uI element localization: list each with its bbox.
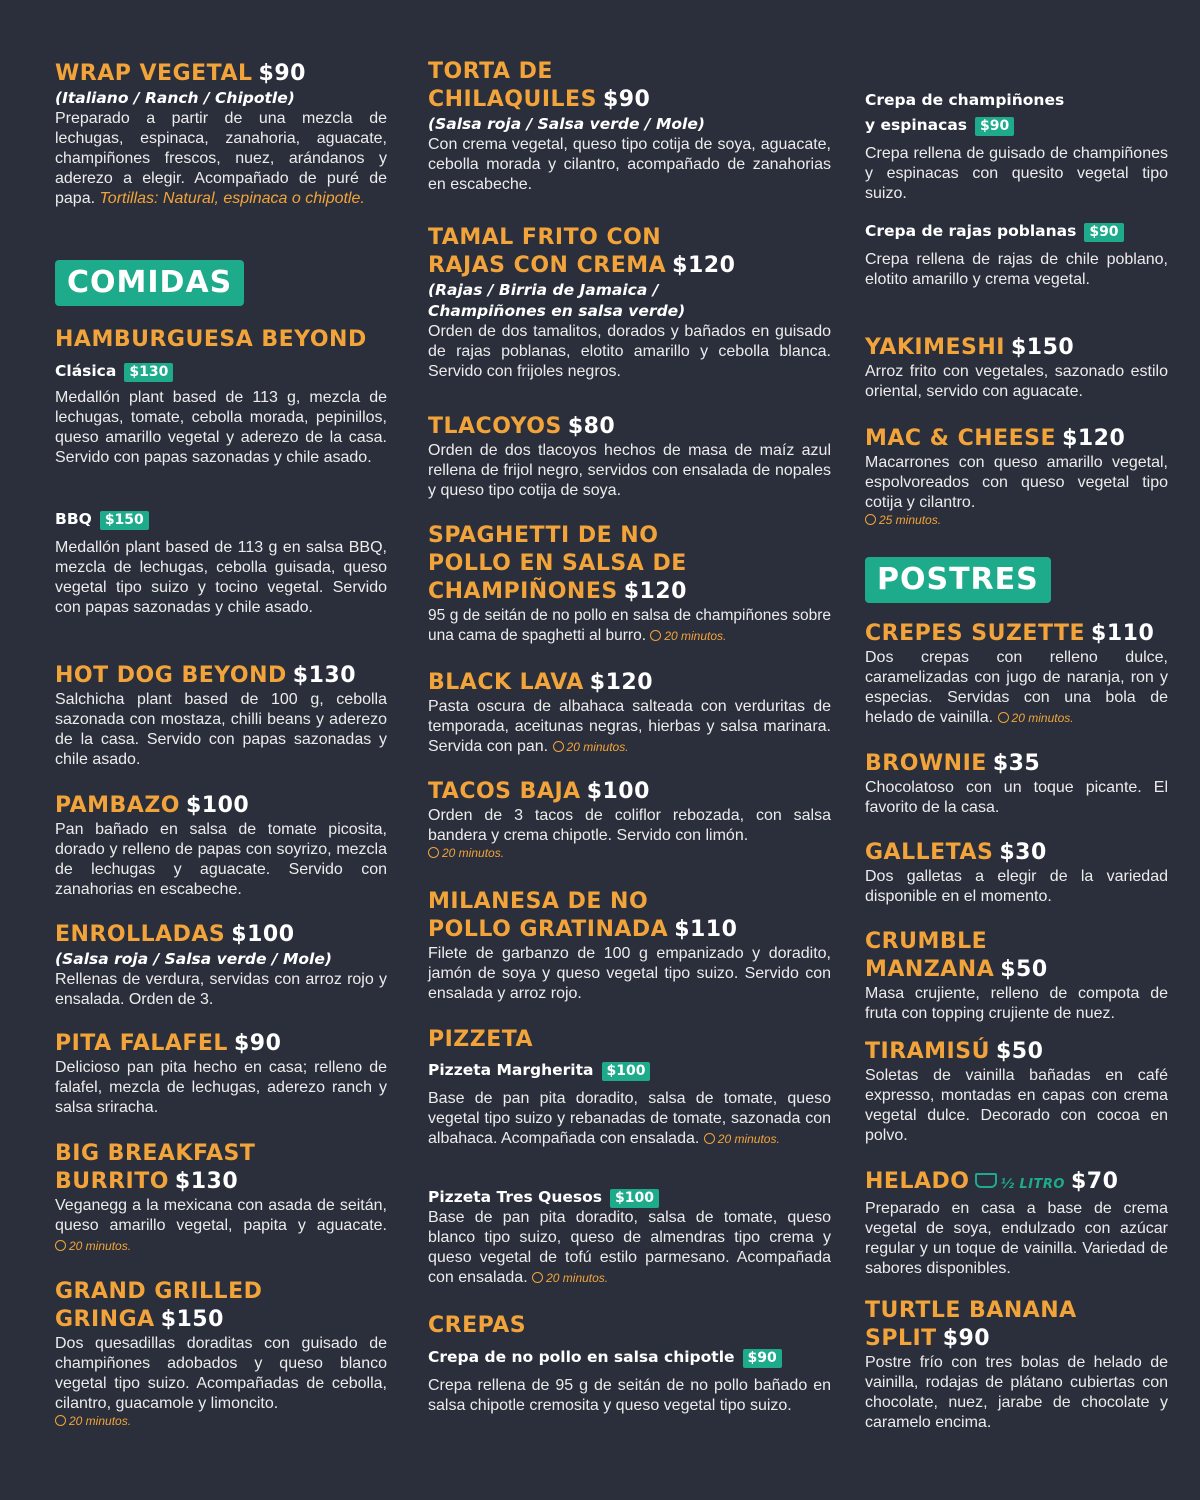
item-price: $130 bbox=[292, 663, 357, 688]
item-brownie bbox=[865, 750, 1168, 818]
item-name-line2: SPLIT bbox=[865, 1326, 937, 1351]
item-hamburguesa-bbq bbox=[55, 508, 387, 618]
item-desc: Orden de 3 tacos de coliflor rebozada, con salsa bandera y crema chipotle. Servido con limón. bbox=[428, 807, 831, 844]
item-options-line1: (Rajas / Birria de Jamaica / bbox=[428, 281, 659, 299]
item-spaghetti bbox=[428, 522, 831, 646]
prep-time: 20 minutos. bbox=[55, 1239, 131, 1253]
item-name-line1: TAMAL FRITO CON bbox=[428, 225, 662, 250]
item-crepas bbox=[428, 1312, 831, 1416]
prep-time: 20 minutos. bbox=[650, 629, 726, 643]
price-badge: $90 bbox=[743, 1349, 782, 1368]
item-desc: Veganegg a la mexicana con asada de seitán, queso amarillo vegetal, papita y aguacate. bbox=[55, 1197, 387, 1234]
item-name: CREPES SUZETTE bbox=[865, 621, 1086, 646]
item-options: (Salsa roja / Salsa verde / Mole) bbox=[55, 950, 332, 968]
item-crepa-champinones bbox=[865, 89, 1168, 204]
item-hot-dog bbox=[55, 662, 387, 770]
item-name-line2: POLLO EN SALSA DE bbox=[428, 551, 687, 576]
item-name: MAC & CHEESE bbox=[865, 426, 1057, 451]
cup-icon bbox=[975, 1173, 997, 1188]
item-desc: Pasta oscura de albahaca salteada con verduritas de temporada, aceitunas negras, hierbas y salsa marinara. Servida con pan. bbox=[428, 698, 831, 755]
item-enrolladas bbox=[55, 921, 387, 1010]
item-pizzeta-tres-quesos bbox=[428, 1186, 831, 1288]
item-torta-chilaquiles bbox=[428, 58, 831, 195]
prep-time: 20 minutos. bbox=[704, 1132, 780, 1146]
item-tiramisu bbox=[865, 1038, 1168, 1146]
clock-icon bbox=[998, 712, 1009, 723]
variant-name: Crepa de no pollo en salsa chipotle bbox=[428, 1348, 735, 1366]
item-desc: Crepa rellena de guisado de champiñones y espinacas con quesito vegetal tipo suizo. bbox=[865, 145, 1168, 202]
item-price: $90 bbox=[602, 87, 651, 112]
item-name: TACOS BAJA bbox=[428, 779, 581, 804]
item-name: PIZZETA bbox=[428, 1027, 534, 1052]
item-desc: Crepa rellena de rajas de chile poblano, elotito amarillo y crema vegetal. bbox=[865, 251, 1168, 288]
item-desc: Medallón plant based de 113 g en salsa BBQ, mezcla de lechugas, cebolla guisada, queso vegetal tipo suizo y tocino vegetal. Servido con papas sazonadas y chile asado. bbox=[55, 539, 387, 616]
variant-name: Clásica bbox=[55, 362, 117, 380]
item-pambazo bbox=[55, 792, 387, 900]
variant-name-line2: y espinacas bbox=[865, 116, 968, 134]
price-badge: $90 bbox=[975, 117, 1014, 136]
variant-name: Pizzeta Tres Quesos bbox=[428, 1188, 602, 1206]
item-desc: Filete de garbanzo de 100 g empanizado y doradito, jamón de soya y queso vegetal tipo suizo. Servido con ensalada y arroz rojo. bbox=[428, 945, 831, 1002]
item-desc: Preparado a partir de una mezcla de lechugas, espinaca, zanahoria, aguacate, champiñones frescos, nuez, arándanos y aderezo a elegir. Acompañado de puré de papa. bbox=[55, 110, 387, 207]
item-desc: Postre frío con tres bolas de helado de vainilla, rodajas de plátano cubiertas con chocolate, nuez, jarabe de chocolate y caramelo encima. bbox=[865, 1354, 1168, 1431]
item-name-line1: GRAND GRILLED bbox=[55, 1279, 263, 1304]
item-price: $150 bbox=[160, 1307, 224, 1332]
item-name-line1: TORTA DE bbox=[428, 59, 553, 84]
clock-icon bbox=[865, 514, 876, 525]
item-options-line2: Champiñones en salsa verde) bbox=[428, 302, 686, 320]
item-name: HOT DOG BEYOND bbox=[55, 663, 287, 688]
item-name-line2: POLLO GRATINADA bbox=[428, 917, 669, 942]
clock-icon bbox=[55, 1240, 66, 1251]
item-name: BROWNIE bbox=[865, 751, 987, 776]
item-price: $120 bbox=[623, 579, 687, 604]
prep-time: 25 minutos. bbox=[865, 513, 1168, 527]
item-tlacoyos bbox=[428, 413, 831, 501]
item-name: PITA FALAFEL bbox=[55, 1031, 228, 1056]
item-desc: Delicioso pan pita hecho en casa; relleno de falafel, mezcla de lechugas, aderezo ranch y salsa sriracha. bbox=[55, 1059, 387, 1116]
item-milanesa bbox=[428, 888, 831, 1004]
item-tacos-baja bbox=[428, 778, 831, 860]
item-name-line1: MILANESA DE NO bbox=[428, 889, 649, 914]
variant-name-line1: Crepa de champiñones bbox=[865, 91, 1065, 109]
item-price: $90 bbox=[233, 1031, 282, 1056]
item-big-breakfast-burrito bbox=[55, 1140, 387, 1256]
price-badge: $90 bbox=[1084, 223, 1123, 242]
item-options: (Salsa roja / Salsa verde / Mole) bbox=[428, 115, 705, 133]
item-price: $120 bbox=[672, 253, 736, 278]
item-price: $150 bbox=[1010, 335, 1075, 360]
section-comidas: COMIDAS bbox=[55, 260, 244, 306]
item-name: GALLETAS bbox=[865, 840, 994, 865]
item-desc: Con crema vegetal, queso tipo cotija de soya, aguacate, cebolla morada y cilantro, acompañado de zanahorias en escabeche. bbox=[428, 136, 831, 193]
item-name: ENROLLADAS bbox=[55, 922, 226, 947]
item-hamburguesa-beyond bbox=[55, 326, 387, 468]
item-name-line1: BIG BREAKFAST bbox=[55, 1141, 256, 1166]
item-desc: Pan bañado en salsa de tomate picosita, dorado y relleno de papas con soyrizo, mezcla de lechugas y aguacate. Servido con zanahorias en escabeche. bbox=[55, 821, 387, 898]
item-desc: Orden de dos tamalitos, dorados y bañados en guisado de rajas poblanas, elotito amarillo y cebolla blanca. Servido con frijoles negros. bbox=[428, 323, 831, 380]
price-badge: $100 bbox=[602, 1062, 651, 1081]
item-grand-grilled-gringa bbox=[55, 1278, 387, 1428]
item-price: $50 bbox=[1000, 957, 1048, 982]
item-wrap-vegetal bbox=[55, 60, 387, 209]
clock-icon bbox=[428, 847, 439, 858]
item-price: $120 bbox=[1062, 426, 1126, 451]
size-label: ½ LITRO bbox=[1000, 1177, 1065, 1192]
item-desc: Medallón plant based de 113 g, mezcla de lechugas, tomate, cebolla morada, pepinillos, queso amarillo vegetal y aderezo de la casa. Servido con papas sazonadas y chile asado. bbox=[55, 389, 387, 466]
clock-icon bbox=[532, 1272, 543, 1283]
item-price: $110 bbox=[674, 917, 738, 942]
item-price: $90 bbox=[942, 1326, 991, 1351]
item-black-lava bbox=[428, 669, 831, 757]
item-price: $50 bbox=[995, 1039, 1044, 1064]
item-pita-falafel bbox=[55, 1030, 387, 1118]
item-desc: Dos quesadillas doraditas con guisado de champiñones adobados y queso blanco vegetal tipo suizo. Acompañadas de cebolla, cilantro, guacamole y limoncito. bbox=[55, 1335, 387, 1412]
item-name-line2: CHILAQUILES bbox=[428, 87, 597, 112]
prep-time: 20 minutos. bbox=[532, 1271, 608, 1285]
variant-name: Crepa de rajas poblanas bbox=[865, 222, 1077, 240]
item-desc: Dos galletas a elegir de la variedad disponible en el momento. bbox=[865, 868, 1168, 905]
item-desc: Base de pan pita doradito, salsa de tomate, queso vegetal tipo suizo y rebanadas de tomate, sazonada con albahaca. Acompañada con ensalada. bbox=[428, 1090, 831, 1147]
item-note: Tortillas: Natural, espinaca o chipotle. bbox=[99, 190, 365, 207]
item-name-line2: GRINGA bbox=[55, 1307, 155, 1332]
prep-time: 20 minutos. bbox=[55, 1414, 387, 1428]
item-desc: Salchicha plant based de 100 g, cebolla sazonada con mostaza, chilli beans y aderezo de la casa. Servido con papas sazonadas y chile asado. bbox=[55, 691, 387, 768]
item-name-line3: CHAMPIÑONES bbox=[428, 579, 618, 604]
item-desc: Soletas de vainilla bañadas en café expresso, montadas en capas con crema vegetal dulce. Decorado con cocoa en polvo. bbox=[865, 1067, 1168, 1144]
price-badge: $130 bbox=[124, 363, 173, 382]
item-desc: Crepa rellena de 95 g de seitán de no pollo bañado en salsa chipotle cremosita y queso vegetal tipo suizo. bbox=[428, 1377, 831, 1414]
price-badge: $100 bbox=[610, 1189, 659, 1208]
item-desc: Orden de dos tlacoyos hechos de masa de maíz azul rellena de frijol negro, servidos con ensalada de nopales y queso tipo cotija de soya. bbox=[428, 442, 831, 499]
variant-name: BBQ bbox=[55, 510, 92, 528]
price-badge: $150 bbox=[100, 511, 149, 530]
clock-icon bbox=[553, 741, 564, 752]
item-name: TLACOYOS bbox=[428, 414, 562, 439]
item-price: $35 bbox=[992, 751, 1041, 776]
item-crepa-rajas bbox=[865, 220, 1168, 290]
prep-time: 20 minutos. bbox=[553, 740, 629, 754]
item-turtle-banana-split bbox=[865, 1297, 1168, 1433]
item-desc: Preparado en casa a base de crema vegetal de soya, endulzado con azúcar regular y un toque de vainilla. Variedad de sabores disponibles. bbox=[865, 1200, 1168, 1277]
item-name: CRUMBLE MANZANA bbox=[865, 929, 995, 982]
item-yakimeshi bbox=[865, 334, 1168, 402]
item-mac-cheese bbox=[865, 425, 1168, 527]
item-name-line1: TURTLE BANANA bbox=[865, 1298, 1077, 1323]
item-price: $100 bbox=[231, 922, 295, 947]
item-name: BLACK LAVA bbox=[428, 670, 584, 695]
item-price: $70 bbox=[1071, 1169, 1119, 1194]
item-name: YAKIMESHI bbox=[865, 335, 1005, 360]
item-name-line1: SPAGHETTI DE NO bbox=[428, 523, 659, 548]
item-name: HELADO bbox=[865, 1169, 970, 1194]
item-price: $90 bbox=[258, 61, 306, 86]
clock-icon bbox=[704, 1133, 715, 1144]
prep-time: 20 minutos. bbox=[428, 846, 831, 860]
item-desc: Chocolatoso con un toque picante. El favorito de la casa. bbox=[865, 779, 1168, 816]
item-name-line2: BURRITO bbox=[55, 1169, 169, 1194]
item-desc: Rellenas de verdura, servidas con arroz rojo y ensalada. Orden de 3. bbox=[55, 971, 387, 1008]
section-postres: POSTRES bbox=[865, 557, 1051, 603]
item-price: $120 bbox=[589, 670, 654, 695]
variant-name: Pizzeta Margherita bbox=[428, 1061, 594, 1079]
prep-time: 20 minutos. bbox=[998, 711, 1074, 725]
item-desc: Macarrones con queso amarillo vegetal, espolvoreados con queso vegetal tipo cotija y cilantro. bbox=[865, 454, 1168, 511]
item-crepes-suzette bbox=[865, 620, 1168, 728]
item-desc: Arroz frito con vegetales, sazonado estilo oriental, servido con aguacate. bbox=[865, 363, 1168, 400]
item-name-line2: RAJAS CON CREMA bbox=[428, 253, 667, 278]
item-price: $80 bbox=[567, 414, 616, 439]
item-crumble-manzana bbox=[865, 928, 1168, 1024]
item-helado bbox=[865, 1168, 1168, 1279]
clock-icon bbox=[650, 630, 661, 641]
item-price: $100 bbox=[586, 779, 650, 804]
item-name: CREPAS bbox=[428, 1313, 527, 1338]
item-tamal-frito bbox=[428, 224, 831, 382]
item-name: HAMBURGUESA BEYOND bbox=[55, 327, 367, 352]
item-pizzeta bbox=[428, 1026, 831, 1149]
item-desc: 95 g de seitán de no pollo en salsa de champiñones sobre una cama de spaghetti al burro. bbox=[428, 607, 831, 644]
item-desc: Base de pan pita doradito, salsa de tomate, queso blanco tipo suizo, queso de almendras tipo crema y queso vegetal de tofú estilo parmesano. Acompañada con ensalada. bbox=[428, 1209, 831, 1286]
item-name: WRAP VEGETAL bbox=[55, 61, 253, 86]
clock-icon bbox=[55, 1415, 66, 1426]
item-desc: Masa crujiente, relleno de compota de fruta con topping crujiente de nuez. bbox=[865, 985, 1168, 1022]
item-price: $30 bbox=[999, 840, 1047, 865]
item-options: (Italiano / Ranch / Chipotle) bbox=[55, 89, 295, 107]
item-desc: Dos crepas con relleno dulce, caramelizadas con jugo de naranja, ron y especias. Servidas con una bola de helado de vainilla. bbox=[865, 649, 1168, 726]
item-name: PAMBAZO bbox=[55, 793, 180, 818]
item-price: $100 bbox=[185, 793, 250, 818]
item-galletas bbox=[865, 839, 1168, 907]
item-name: TIRAMISÚ bbox=[865, 1039, 990, 1064]
item-price: $130 bbox=[174, 1169, 239, 1194]
item-price: $110 bbox=[1091, 621, 1155, 646]
